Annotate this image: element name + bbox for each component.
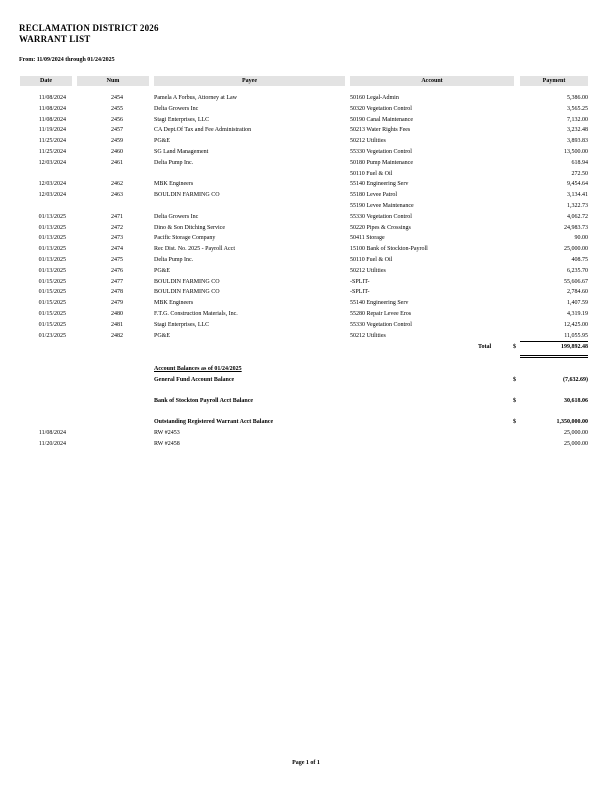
row-payee: Pamela A Forbus, Attorney at Law — [154, 95, 237, 101]
row-date: 12/03/2024 — [38, 192, 66, 199]
row-account: 55140 Engineering Serv — [350, 181, 409, 188]
row-num: 2463 — [111, 192, 123, 199]
row-num: 2457 — [111, 127, 123, 134]
table-row — [0, 201, 612, 212]
column-header-account: Account — [350, 76, 514, 86]
row-num: 2478 — [111, 289, 123, 296]
row-account: 50180 Pump Maintenance — [350, 159, 413, 166]
balance-row — [0, 377, 612, 387]
row-payment: 2,784.60 — [567, 289, 588, 296]
row-account: 55330 Vegetation Control — [350, 148, 412, 155]
date-range: From: 11/09/2024 through 01/24/2025 — [19, 57, 115, 63]
table-row — [0, 277, 612, 288]
table-row — [0, 136, 612, 147]
row-num: 2471 — [111, 213, 123, 220]
row-date: 11/25/2024 — [38, 138, 66, 145]
row-payee: CA Dept.Of Tax and Fee Administration — [154, 127, 252, 134]
table-row — [0, 169, 612, 180]
row-payment: 3,893.83 — [567, 138, 588, 145]
table-row — [0, 125, 612, 136]
row-payment: 55,606.67 — [564, 278, 588, 285]
row-num: 2454 — [111, 95, 123, 101]
table-row — [0, 212, 612, 223]
balance-row — [0, 419, 612, 429]
row-account: 15100 Bank of Stockton-Payroll — [350, 246, 428, 253]
balance-label: Outstanding Registered Warrant Acct Balance — [154, 419, 274, 425]
row-num: 2455 — [111, 105, 123, 112]
row-payee: PG&E — [154, 332, 171, 339]
row-payee: Stagi Enterprises, LLC — [154, 321, 210, 328]
row-payee: PG&E — [154, 267, 171, 274]
row-account: 55330 Vegetation Control — [350, 321, 412, 328]
row-account: 50320 Vegetation Control — [350, 105, 412, 112]
row-payee: MBK Engineers — [154, 181, 194, 188]
row-payment: 272.50 — [571, 170, 588, 177]
row-date: 12/03/2024 — [38, 159, 66, 166]
row-payee: F.T.G. Construction Materials, Inc. — [154, 310, 238, 317]
row-payee: Delta Pump Inc. — [154, 256, 194, 263]
row-payment: 25,000.00 — [564, 246, 588, 253]
balance-amount: (7,632.69) — [563, 377, 588, 383]
balance-label: General Fund Account Balance — [154, 377, 235, 383]
table-row — [0, 309, 612, 320]
table-row — [0, 179, 612, 190]
row-date: 11/08/2024 — [38, 95, 66, 101]
row-date: 11/25/2024 — [38, 148, 66, 155]
row-num: 2473 — [111, 235, 123, 242]
row-payee: MBK Engineers — [154, 300, 194, 307]
row-date: 01/23/2025 — [38, 332, 66, 339]
table-row — [0, 190, 612, 201]
table-row — [0, 233, 612, 244]
row-payment: 3,134.41 — [567, 192, 588, 199]
row-account: 55190 Levee Maintenance — [350, 202, 414, 209]
row-payment: 12,425.00 — [564, 321, 588, 328]
warrant-row — [0, 441, 612, 451]
row-account: 50220 Pipes & Crossings — [350, 224, 411, 231]
row-payment: 24,983.73 — [564, 224, 588, 231]
row-account: -SPLIT- — [350, 278, 370, 285]
balance-currency: $ — [513, 398, 516, 404]
row-payment: 1,322.73 — [567, 202, 588, 209]
balance-currency: $ — [513, 377, 516, 383]
row-num: 2475 — [111, 256, 123, 263]
table-row — [0, 266, 612, 277]
table-row — [0, 104, 612, 115]
row-payee: PG&E — [154, 138, 171, 145]
warrant-amount: 25,000.00 — [564, 430, 588, 436]
row-date: 01/13/2025 — [38, 224, 66, 231]
row-num: 2456 — [111, 116, 123, 123]
row-payee: BOULDIN FARMING CO — [154, 289, 220, 296]
table-row — [0, 331, 612, 342]
row-date: 01/13/2025 — [38, 246, 66, 253]
table-row — [0, 244, 612, 255]
row-payment: 90.00 — [574, 235, 588, 242]
row-payment: 4,319.19 — [567, 310, 588, 317]
table-row — [0, 158, 612, 169]
row-account: 55180 Levee Patrol — [350, 192, 397, 199]
row-payment: 408.75 — [571, 256, 588, 263]
row-payment: 6,235.70 — [567, 267, 588, 274]
row-num: 2476 — [111, 267, 123, 274]
table-row — [0, 287, 612, 298]
total-currency: $ — [513, 344, 516, 350]
balances-heading-row — [0, 366, 612, 376]
table-row — [0, 223, 612, 234]
row-num: 2479 — [111, 300, 123, 307]
column-header-date: Date — [20, 76, 72, 86]
row-num: 2461 — [111, 159, 123, 166]
row-num: 2480 — [111, 310, 123, 317]
table-row — [0, 320, 612, 331]
balance-amount: 30,618.06 — [564, 398, 588, 404]
row-num: 2481 — [111, 321, 123, 328]
row-num: 2459 — [111, 138, 123, 145]
table-row — [0, 298, 612, 309]
row-date: 01/15/2025 — [38, 321, 66, 328]
row-date: 12/03/2024 — [38, 181, 66, 188]
row-payee: Dino & Son Ditching Service — [154, 224, 225, 231]
row-num: 2472 — [111, 224, 123, 231]
row-account: 50411 Storage — [350, 235, 385, 242]
total-amount: 199,892.48 — [561, 344, 588, 350]
row-account: 50190 Canal Maintenance — [350, 116, 413, 123]
row-date: 11/19/2024 — [38, 127, 66, 134]
total-double-underline-2 — [520, 357, 588, 358]
row-payee: Delta Growers Inc — [154, 213, 199, 220]
balance-label: Bank of Stockton Payroll Acct Balance — [154, 398, 254, 404]
row-account: 50212 Utilities — [350, 138, 386, 145]
row-payment: 11,055.95 — [564, 332, 588, 339]
total-label: Total — [478, 344, 492, 350]
row-payee: Rec Dist. No. 2025 - Payroll Acct — [154, 246, 235, 253]
warrant-label: RW #2453 — [154, 430, 180, 436]
column-header-payment: Payment — [520, 76, 588, 86]
row-date: 01/13/2025 — [38, 213, 66, 220]
row-payee: Pacific Storage Company — [154, 235, 216, 242]
row-account: 50160 Legal-Admin — [350, 95, 399, 101]
warrant-date: 11/20/2024 — [38, 441, 66, 447]
row-payee: Delta Growers Inc — [154, 105, 199, 112]
balance-currency: $ — [513, 419, 516, 425]
row-payee: SG Land Management — [154, 148, 209, 155]
row-account: 55140 Engineering Serv — [350, 300, 409, 307]
row-payee: BOULDIN FARMING CO — [154, 278, 220, 285]
row-date: 01/13/2025 — [38, 267, 66, 274]
row-num: 2477 — [111, 278, 123, 285]
row-account: 55280 Repair Levee Eros — [350, 310, 412, 317]
balances-heading: Account Balances as of 01/24/2025 — [154, 366, 242, 372]
table-row — [0, 147, 612, 158]
row-account: 50213 Water Rights Fees — [350, 127, 411, 134]
warrant-label: RW #2458 — [154, 441, 180, 447]
balance-amount: 1,350,000.00 — [556, 419, 588, 425]
row-account: 55330 Vegetation Control — [350, 213, 412, 220]
warrant-date: 11/08/2024 — [38, 430, 66, 436]
table-row — [0, 93, 612, 104]
row-payee: BOULDIN FARMING CO — [154, 192, 220, 199]
row-payment: 4,062.72 — [567, 213, 588, 220]
row-payee: Stagi Enterprises, LLC — [154, 116, 210, 123]
warrant-table — [0, 93, 612, 341]
row-num: 2462 — [111, 181, 123, 188]
row-date: 01/15/2025 — [38, 300, 66, 307]
row-payment: 9,454.64 — [567, 181, 588, 188]
row-payment: 3,232.48 — [567, 127, 588, 134]
warrant-row — [0, 430, 612, 440]
row-payment: 7,132.00 — [567, 116, 588, 123]
row-account: 50110 Fuel & Oil — [350, 256, 393, 263]
row-date: 11/08/2024 — [38, 116, 66, 123]
total-row — [0, 344, 612, 354]
row-payment: 618.94 — [571, 159, 588, 166]
total-underline — [520, 341, 588, 342]
row-date: 01/13/2025 — [38, 256, 66, 263]
page-number: Page 1 of 1 — [292, 760, 320, 766]
row-payment: 5,386.00 — [567, 95, 588, 101]
column-header-num: Num — [77, 76, 149, 86]
balance-row — [0, 398, 612, 408]
column-header-payee: Payee — [154, 76, 345, 86]
row-date: 01/15/2025 — [38, 289, 66, 296]
row-num: 2474 — [111, 246, 123, 253]
row-num: 2482 — [111, 332, 123, 339]
table-row — [0, 255, 612, 266]
table-row — [0, 115, 612, 126]
row-account: -SPLIT- — [350, 289, 370, 296]
row-account: 50212 Utilities — [350, 332, 386, 339]
row-account: 50212 Utilities — [350, 267, 386, 274]
row-payment: 13,500.00 — [564, 148, 588, 155]
row-payee: Delta Pump Inc. — [154, 159, 194, 166]
row-payment: 3,565.25 — [567, 105, 588, 112]
row-payment: 1,407.59 — [567, 300, 588, 307]
row-date: 01/13/2025 — [38, 235, 66, 242]
row-account: 50110 Fuel & Oil — [350, 170, 393, 177]
row-date: 01/15/2025 — [38, 310, 66, 317]
report-subtitle: WARRANT LIST — [19, 34, 91, 44]
row-date: 11/08/2024 — [38, 105, 66, 112]
warrant-amount: 25,000.00 — [564, 441, 588, 447]
report-title: RECLAMATION DISTRICT 2026 — [19, 23, 159, 33]
row-num: 2460 — [111, 148, 123, 155]
row-date: 01/15/2025 — [38, 278, 66, 285]
